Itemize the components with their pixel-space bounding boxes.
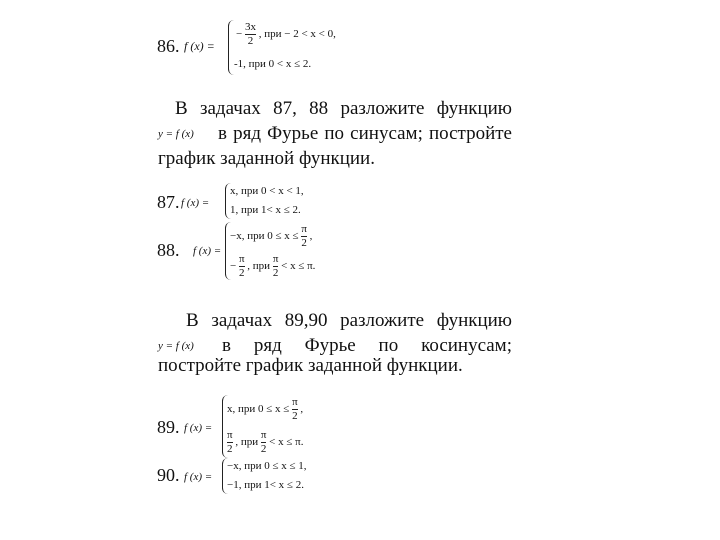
fraction-denominator: 2 — [301, 237, 307, 249]
problem-86-function: f (x) = — [184, 39, 215, 53]
problem-88-function: f (x) = — [193, 245, 222, 257]
problem-88-case-1-text: −x, при 0 ≤ x ≤ — [230, 230, 299, 243]
problem-89-case-1 — [227, 397, 303, 422]
fraction-numerator: 3x — [244, 21, 256, 33]
fraction-denominator: 2 — [239, 267, 245, 279]
problem-88-number: 88. — [157, 240, 180, 260]
fraction-numerator: π — [227, 429, 233, 441]
problem-88-case-2-text: , при — [247, 260, 271, 273]
intro-2-line-1: В задачах 89,90 разложите функцию — [186, 310, 512, 331]
problem-87-function: f (x) = — [181, 197, 210, 209]
problem-89-case-2 — [227, 430, 303, 455]
problem-89-case-2-value-fraction — [227, 430, 233, 455]
fraction-numerator: π — [301, 223, 307, 235]
problem-89-case-2-bound-fraction — [261, 430, 267, 455]
problem-86-case-2: -1, при 0 < x ≤ 2. — [234, 58, 312, 70]
intro-2-line-2: в ряд Фурье по косинусам; — [222, 335, 512, 356]
fraction-numerator: π — [292, 396, 298, 408]
intro-1-line-2: в ряд Фурье по синусам; постройте — [218, 123, 512, 144]
problem-88-case-2 — [230, 254, 315, 279]
problem-89-function: f (x) = — [184, 422, 213, 434]
problem-90-case-1: −x, при 0 ≤ x ≤ 1, — [227, 460, 307, 472]
problem-90-number: 90. — [157, 465, 180, 485]
problem-88-case-1-comma: , — [309, 230, 313, 243]
fraction-numerator: π — [272, 253, 279, 265]
problem-86-case-1-condition: , при − 2 < x < 0, — [258, 28, 336, 41]
problem-89-case-1-text: x, при 0 ≤ x ≤ — [227, 403, 290, 416]
fraction-denominator: 2 — [272, 267, 279, 279]
problem-88-case-2-minus: − — [230, 260, 237, 273]
fraction-denominator: 2 — [247, 35, 254, 47]
problem-87-number: 87. — [157, 192, 180, 212]
fraction-denominator: 2 — [292, 410, 298, 422]
problem-87-case-2: 1, при 1< x ≤ 2. — [230, 204, 301, 216]
problem-89-case-1-comma: , — [300, 403, 304, 416]
problem-89-case-2-range: < x ≤ π. — [269, 436, 304, 449]
problem-88-case-2-range: < x ≤ π. — [281, 260, 316, 273]
problem-88-case-2-bound-fraction — [273, 254, 279, 279]
problem-86-number: 86. — [157, 36, 180, 56]
problem-89-case-2-text: , при — [235, 436, 259, 449]
problem-89-case-1-fraction — [292, 397, 298, 422]
problem-86-case-1-minus: − — [236, 28, 243, 41]
problem-88-case-2-value-fraction — [239, 254, 245, 279]
problem-87-case-1: x, при 0 < x < 1, — [230, 185, 304, 197]
problem-86-case-1-fraction — [245, 22, 256, 47]
problem-90-function: f (x) = — [184, 471, 213, 483]
problem-88-case-1-fraction — [301, 224, 307, 249]
intro-2-line-3: постройте график заданной функции. — [158, 355, 463, 376]
problem-90-case-2: −1, при 1< x ≤ 2. — [227, 479, 304, 491]
intro-1-line-3: график заданной функции. — [158, 148, 375, 169]
problem-86-case-1 — [236, 22, 336, 47]
intro-1-line-1: В задачах 87, 88 разложите функцию — [175, 98, 512, 119]
intro-2-yfx: y = f (x) — [158, 340, 194, 352]
intro-1-yfx: y = f (x) — [158, 128, 194, 140]
fraction-denominator: 2 — [260, 443, 267, 455]
fraction-numerator: π — [238, 253, 245, 265]
fraction-denominator: 2 — [227, 443, 233, 455]
fraction-numerator: π — [260, 429, 267, 441]
problem-89-number: 89. — [157, 417, 180, 437]
problem-88-case-1 — [230, 224, 312, 249]
